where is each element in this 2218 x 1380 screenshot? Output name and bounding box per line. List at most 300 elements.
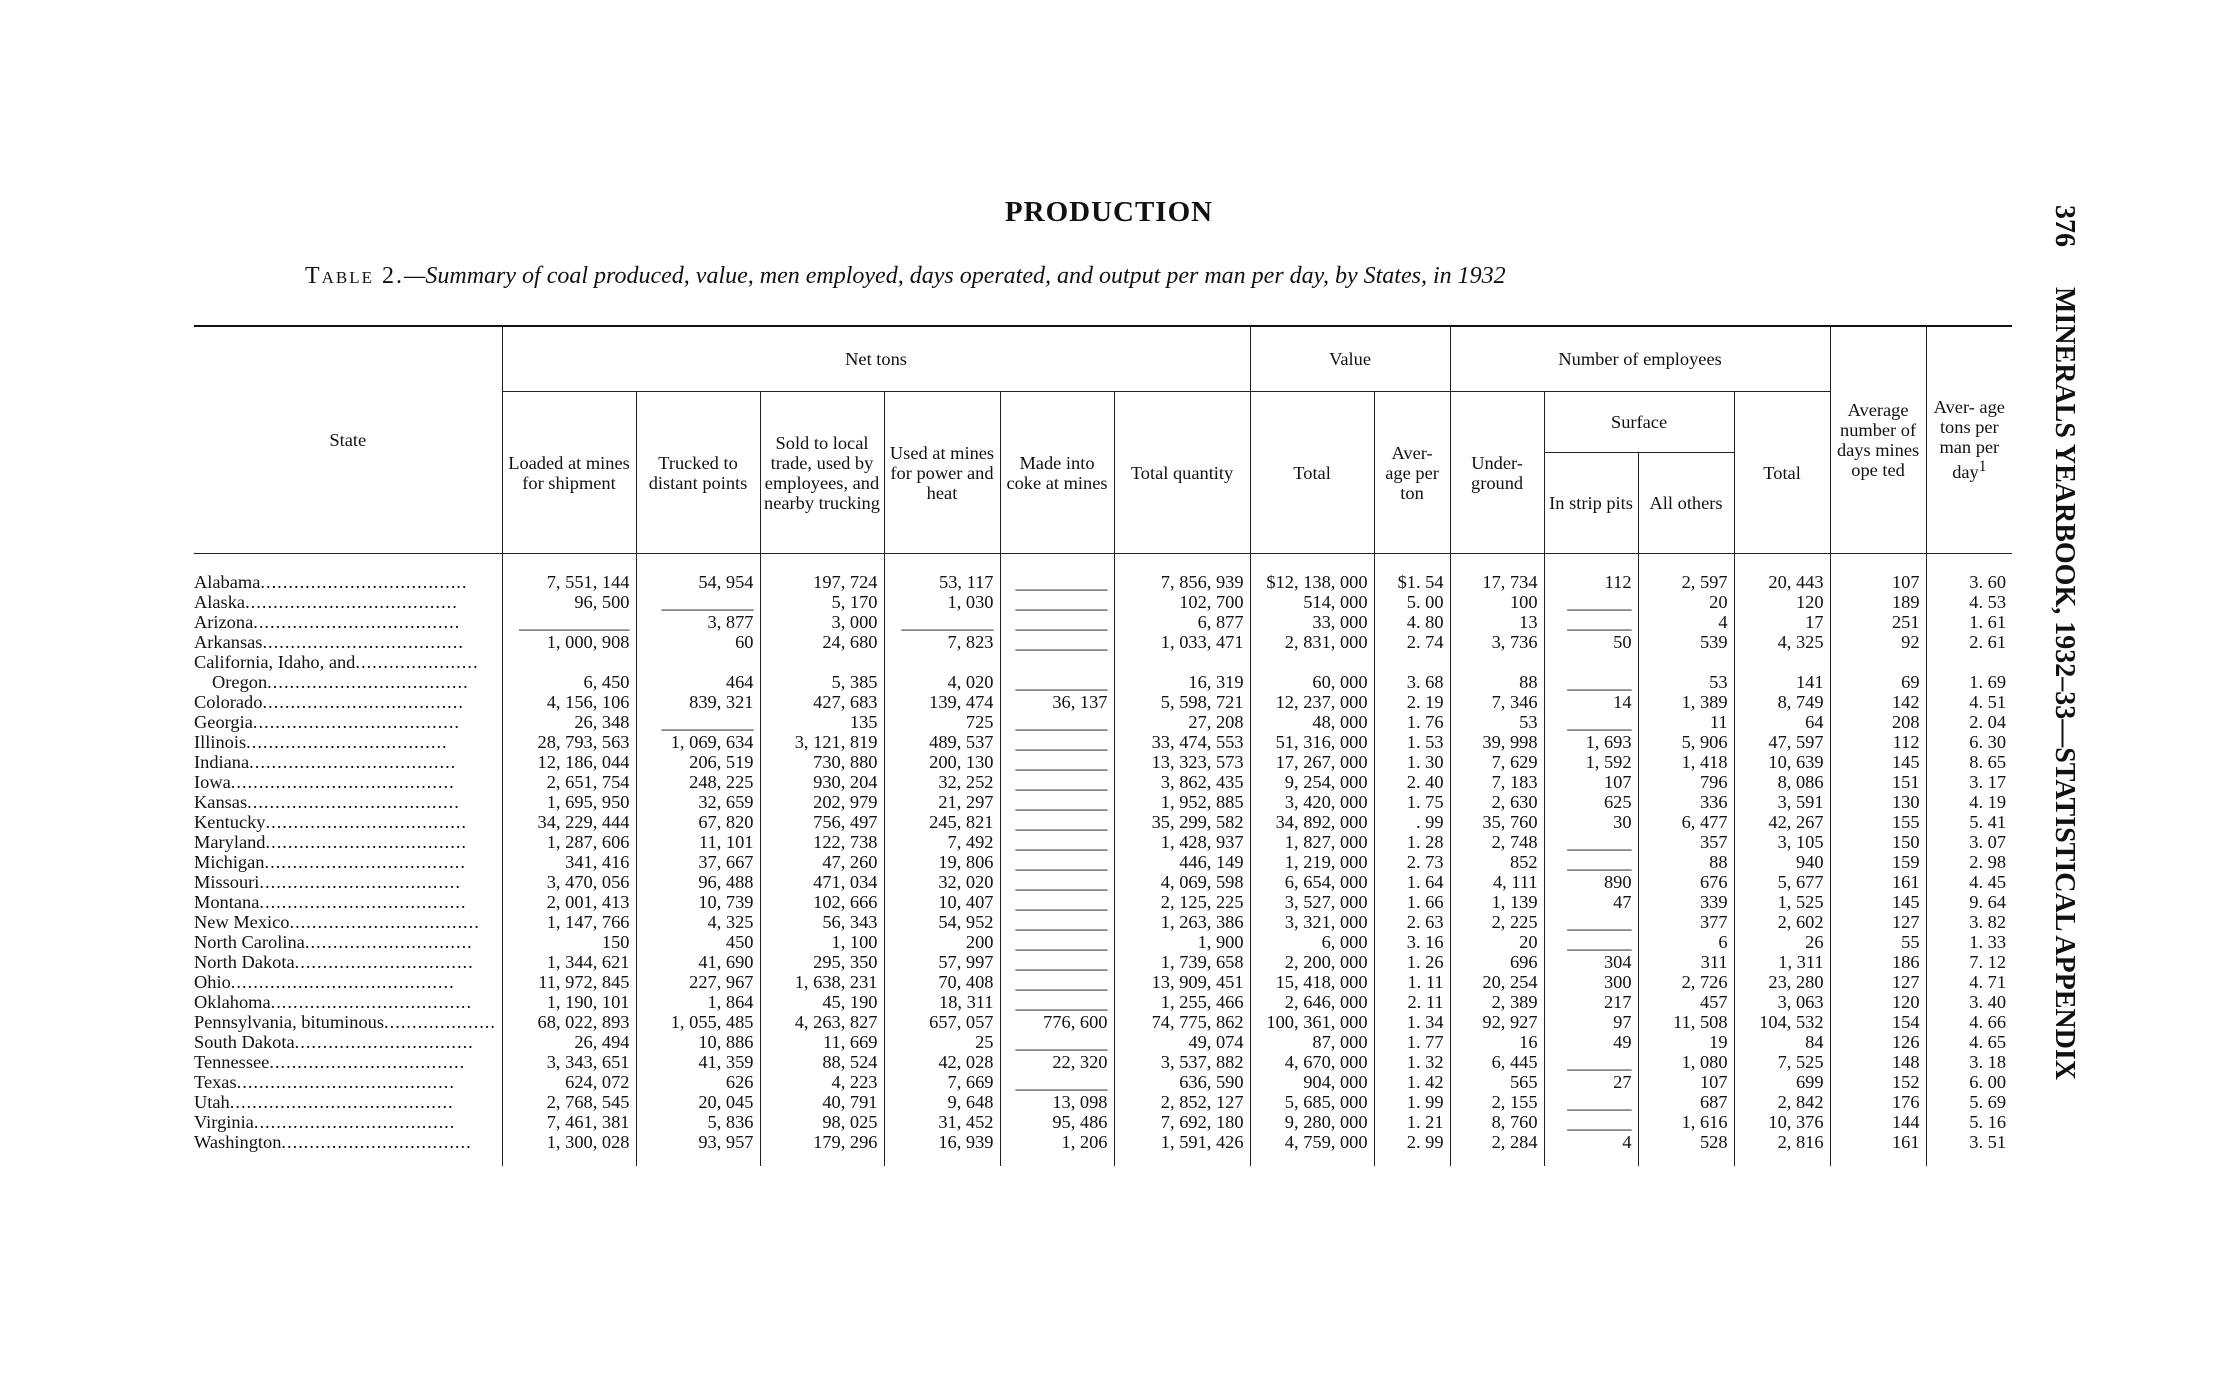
spacer-cell [1114,554,1250,573]
value-average-cell: 1. 77 [1374,1032,1450,1052]
strip-pits-cell: _______ [1544,612,1638,632]
total-quantity-cell: 1, 255, 466 [1114,992,1250,1012]
header-sold-local: Sold to local trade, used by employees, and nearby trucking [760,392,884,554]
used-cell: 21, 297 [884,792,1000,812]
spacer-cell [884,554,1000,573]
average-days-cell: 152 [1830,1072,1926,1092]
loaded-cell: 2, 651, 754 [502,772,636,792]
value-total-cell: 2, 200, 000 [1250,952,1374,972]
loaded-cell: 1, 147, 766 [502,912,636,932]
average-days-cell: 154 [1830,1012,1926,1032]
table-row [194,672,2012,692]
average-tons-cell: 3. 07 [1926,832,2012,852]
sold-cell: 122, 738 [760,832,884,852]
strip-pits-cell: 47 [1544,892,1638,912]
table-row [194,712,2012,732]
strip-pits-cell: 97 [1544,1012,1638,1032]
state-cell [194,632,502,652]
average-tons-cell: 3. 51 [1926,1132,2012,1152]
coke-cell: __________ [1000,952,1114,972]
pad-cell [194,1152,502,1166]
state-cell [194,1092,502,1112]
coke-cell [1000,652,1114,672]
underground-cell: 39, 998 [1450,732,1544,752]
underground-cell: 100 [1450,592,1544,612]
average-days-cell: 144 [1830,1112,1926,1132]
trucked-cell: 839, 321 [636,692,760,712]
all-others-cell: 357 [1638,832,1734,852]
strip-pits-cell: 112 [1544,572,1638,592]
all-others-cell: 377 [1638,912,1734,932]
sold-cell: 56, 343 [760,912,884,932]
loaded-cell: 1, 300, 028 [502,1132,636,1152]
value-total-cell: 6, 000 [1250,932,1374,952]
loaded-cell: 7, 551, 144 [502,572,636,592]
average-tons-cell: 8. 65 [1926,752,2012,772]
total-quantity-cell: 7, 856, 939 [1114,572,1250,592]
sold-cell: 1, 638, 231 [760,972,884,992]
loaded-cell [502,652,636,672]
coke-cell: 13, 098 [1000,1092,1114,1112]
spacer-cell [1250,554,1374,573]
employees-total-cell: 2, 842 [1734,1092,1830,1112]
all-others-cell: 1, 418 [1638,752,1734,772]
total-quantity-cell: 3, 862, 435 [1114,772,1250,792]
used-cell: 10, 407 [884,892,1000,912]
state-name: Kentucky [194,812,266,832]
average-tons-cell: 2. 98 [1926,852,2012,872]
total-quantity-cell: 6, 877 [1114,612,1250,632]
total-quantity-cell: 636, 590 [1114,1072,1250,1092]
value-average-cell: 2. 63 [1374,912,1450,932]
loaded-cell: 7, 461, 381 [502,1112,636,1132]
state-cell [194,752,502,772]
value-total-cell: 5, 685, 000 [1250,1092,1374,1112]
dot-leader: .................... [384,1012,496,1032]
header-net-tons: Net tons [502,326,1250,392]
value-total-cell: 9, 280, 000 [1250,1112,1374,1132]
employees-total-cell: 5, 677 [1734,872,1830,892]
value-total-cell: 1, 219, 000 [1250,852,1374,872]
employees-total-cell: 8, 086 [1734,772,1830,792]
sold-cell: 930, 204 [760,772,884,792]
average-tons-cell [1926,652,2012,672]
average-tons-cell: 3. 17 [1926,772,2012,792]
trucked-cell: 96, 488 [636,872,760,892]
all-others-cell: 2, 726 [1638,972,1734,992]
average-days-cell [1830,652,1926,672]
coke-cell: __________ [1000,992,1114,1012]
strip-pits-cell: _______ [1544,712,1638,732]
table-row [194,912,2012,932]
header-average-tons-text: Aver- age tons per man per day [1933,397,2005,483]
sold-cell: 4, 263, 827 [760,1012,884,1032]
state-name: Utah [194,1092,230,1112]
total-quantity-cell: 1, 952, 885 [1114,792,1250,812]
bottom-pad-row [194,1152,2012,1166]
spacer-row [194,554,2012,573]
table-row [194,592,2012,612]
underground-cell: 7, 183 [1450,772,1544,792]
state-cell [194,732,502,752]
state-cell [194,852,502,872]
all-others-cell: 2, 597 [1638,572,1734,592]
trucked-cell: 10, 886 [636,1032,760,1052]
dot-leader: ...................................... [245,592,458,612]
total-quantity-cell: 74, 775, 862 [1114,1012,1250,1032]
state-cell [194,1052,502,1072]
employees-total-cell: 7, 525 [1734,1052,1830,1072]
dot-leader: ................................ [294,952,474,972]
total-quantity-cell: 2, 125, 225 [1114,892,1250,912]
all-others-cell: 339 [1638,892,1734,912]
dot-leader: .................................... [265,812,468,832]
used-cell: 4, 020 [884,672,1000,692]
all-others-cell: 528 [1638,1132,1734,1152]
employees-total-cell: 64 [1734,712,1830,732]
value-total-cell: 2, 646, 000 [1250,992,1374,1012]
underground-cell: 696 [1450,952,1544,972]
header-surface: Surface [1544,392,1734,453]
employees-total-cell: 10, 376 [1734,1112,1830,1132]
value-average-cell: 2. 99 [1374,1132,1450,1152]
sold-cell: 1, 100 [760,932,884,952]
coke-cell: 1, 206 [1000,1132,1114,1152]
average-tons-cell: 2. 61 [1926,632,2012,652]
page-number: 376 [2049,205,2080,247]
dot-leader: ..................................... [259,892,467,912]
header-employees-total: Total [1734,392,1830,554]
used-cell: 7, 669 [884,1072,1000,1092]
trucked-cell: 11, 101 [636,832,760,852]
strip-pits-cell: 304 [1544,952,1638,972]
value-total-cell: 904, 000 [1250,1072,1374,1092]
value-average-cell: 2. 73 [1374,852,1450,872]
strip-pits-cell: _______ [1544,592,1638,612]
dot-leader: .................................... [270,992,473,1012]
average-days-cell: 150 [1830,832,1926,852]
all-others-cell: 19 [1638,1032,1734,1052]
coke-cell: __________ [1000,572,1114,592]
sold-cell: 11, 669 [760,1032,884,1052]
state-cell [194,952,502,972]
employees-total-cell: 84 [1734,1032,1830,1052]
running-head-text [2048,205,2080,1080]
coke-cell: __________ [1000,852,1114,872]
trucked-cell: 41, 359 [636,1052,760,1072]
sold-cell: 427, 683 [760,692,884,712]
average-tons-cell: 5. 41 [1926,812,2012,832]
pad-cell [1830,1152,1926,1166]
trucked-cell: 10, 739 [636,892,760,912]
dot-leader: .................................. [281,1132,472,1152]
coke-cell: __________ [1000,872,1114,892]
sold-cell: 47, 260 [760,852,884,872]
used-cell: 57, 997 [884,952,1000,972]
average-days-cell: 145 [1830,892,1926,912]
coke-cell: 776, 600 [1000,1012,1114,1032]
underground-cell: 2, 630 [1450,792,1544,812]
state-cell [194,812,502,832]
dot-leader: .................................... [262,632,464,652]
used-cell: 7, 492 [884,832,1000,852]
dot-leader: .................................... [259,872,461,892]
all-others-cell: 11, 508 [1638,1012,1734,1032]
used-cell: 245, 821 [884,812,1000,832]
trucked-cell: 1, 864 [636,992,760,1012]
average-days-cell: 151 [1830,772,1926,792]
value-total-cell: 3, 527, 000 [1250,892,1374,912]
coke-cell: __________ [1000,1032,1114,1052]
state-cell [194,652,502,672]
spacer-cell [1450,554,1544,573]
sold-cell: 135 [760,712,884,732]
total-quantity-cell: 446, 149 [1114,852,1250,872]
coke-cell: __________ [1000,732,1114,752]
sold-cell: 45, 190 [760,992,884,1012]
state-name: New Mexico [194,912,290,932]
state-cell [194,692,502,712]
pad-cell [1734,1152,1830,1166]
dot-leader: ........................................ [229,1092,454,1112]
dot-leader: ..................................... [252,712,461,732]
underground-cell: 17, 734 [1450,572,1544,592]
all-others-cell: 5, 906 [1638,732,1734,752]
state-name: South Dakota [194,1032,295,1052]
pad-cell [636,1152,760,1166]
state-cell [194,592,502,612]
state-name: Pennsylvania, bituminous [194,1012,385,1032]
pad-cell [1000,1152,1114,1166]
strip-pits-cell: 50 [1544,632,1638,652]
value-average-cell: $1. 54 [1374,572,1450,592]
table-row [194,1132,2012,1152]
dot-leader: ................................ [294,1032,474,1052]
coke-cell: 36, 137 [1000,692,1114,712]
used-cell: 16, 939 [884,1132,1000,1152]
state-cell [194,992,502,1012]
all-others-cell: 4 [1638,612,1734,632]
state-name: Missouri [194,872,260,892]
coal-summary-table [194,325,2012,1166]
all-others-cell: 1, 389 [1638,692,1734,712]
all-others-cell: 336 [1638,792,1734,812]
dot-leader: ................................... [269,1052,466,1072]
value-total-cell: 100, 361, 000 [1250,1012,1374,1032]
coke-cell: __________ [1000,752,1114,772]
total-quantity-cell: 7, 692, 180 [1114,1112,1250,1132]
state-name: Maryland [194,832,266,852]
state-name: Oregon [212,672,268,692]
average-days-cell: 208 [1830,712,1926,732]
employees-total-cell: 20, 443 [1734,572,1830,592]
state-cell [194,672,502,692]
average-days-cell: 148 [1830,1052,1926,1072]
pad-cell [760,1152,884,1166]
average-tons-cell: 3. 60 [1926,572,2012,592]
trucked-cell: 60 [636,632,760,652]
value-average-cell: 5. 00 [1374,592,1450,612]
trucked-cell [636,652,760,672]
value-average-cell: 2. 74 [1374,632,1450,652]
strip-pits-cell: _______ [1544,672,1638,692]
coke-cell: 95, 486 [1000,1112,1114,1132]
header-average-tons [1926,326,2012,554]
coke-cell: __________ [1000,812,1114,832]
underground-cell: 92, 927 [1450,1012,1544,1032]
spacer-cell [1830,554,1926,573]
state-cell [194,872,502,892]
dot-leader: ...................................... [247,792,460,812]
loaded-cell: 624, 072 [502,1072,636,1092]
dot-leader: .................................... [262,692,464,712]
state-cell [194,972,502,992]
state-cell [194,1012,502,1032]
used-cell: 25 [884,1032,1000,1052]
used-cell [884,652,1000,672]
employees-total-cell: 23, 280 [1734,972,1830,992]
underground-cell: 2, 155 [1450,1092,1544,1112]
trucked-cell: 1, 055, 485 [636,1012,760,1032]
header-underground: Under- ground [1450,392,1544,554]
coke-cell: __________ [1000,972,1114,992]
value-total-cell: 34, 892, 000 [1250,812,1374,832]
value-total-cell: 51, 316, 000 [1250,732,1374,752]
spacer-cell [194,554,502,573]
sold-cell: 3, 121, 819 [760,732,884,752]
loaded-cell: 1, 287, 606 [502,832,636,852]
average-tons-cell: 2. 04 [1926,712,2012,732]
loaded-cell: 6, 450 [502,672,636,692]
coke-cell: __________ [1000,712,1114,732]
state-cell [194,892,502,912]
underground-cell: 565 [1450,1072,1544,1092]
dot-leader: ..................................... [260,572,468,592]
strip-pits-cell: 625 [1544,792,1638,812]
state-cell [194,1072,502,1092]
coke-cell: __________ [1000,772,1114,792]
used-cell: 32, 252 [884,772,1000,792]
trucked-cell: 54, 954 [636,572,760,592]
table-body [194,554,2012,1167]
state-cell [194,932,502,952]
strip-pits-cell: 1, 693 [1544,732,1638,752]
trucked-cell: 32, 659 [636,792,760,812]
loaded-cell: 68, 022, 893 [502,1012,636,1032]
value-average-cell: 1. 28 [1374,832,1450,852]
all-others-cell: 796 [1638,772,1734,792]
state-name: North Carolina [194,932,305,952]
table-row [194,972,2012,992]
table-row [194,1112,2012,1132]
running-head-title: MINERALS YEARBOOK, 1932–33—STATISTICAL APPENDIX [2049,287,2080,1080]
strip-pits-cell: 49 [1544,1032,1638,1052]
trucked-cell: 67, 820 [636,812,760,832]
average-days-cell: 155 [1830,812,1926,832]
average-tons-cell: 3. 40 [1926,992,2012,1012]
value-total-cell: 9, 254, 000 [1250,772,1374,792]
header-value-total: Total [1250,392,1374,554]
average-days-cell: 69 [1830,672,1926,692]
average-tons-cell: 4. 65 [1926,1032,2012,1052]
underground-cell: 2, 284 [1450,1132,1544,1152]
used-cell: 18, 311 [884,992,1000,1012]
coke-cell: __________ [1000,592,1114,612]
sold-cell: 202, 979 [760,792,884,812]
value-average-cell [1374,652,1450,672]
employees-total-cell: 17 [1734,612,1830,632]
value-average-cell: 1. 66 [1374,892,1450,912]
employees-total-cell: 26 [1734,932,1830,952]
value-average-cell: 1. 75 [1374,792,1450,812]
underground-cell: 6, 445 [1450,1052,1544,1072]
used-cell: 70, 408 [884,972,1000,992]
sold-cell: 471, 034 [760,872,884,892]
table-row [194,852,2012,872]
employees-total-cell: 699 [1734,1072,1830,1092]
value-average-cell: 1. 26 [1374,952,1450,972]
state-name: Kansas [194,792,248,812]
dot-leader: .................................... [264,852,466,872]
average-tons-cell: 5. 16 [1926,1112,2012,1132]
strip-pits-cell: 1, 592 [1544,752,1638,772]
underground-cell: 4, 111 [1450,872,1544,892]
state-name: Arkansas [194,632,263,652]
underground-cell [1450,652,1544,672]
value-average-cell: 3. 68 [1374,672,1450,692]
table-row [194,632,2012,652]
state-name: Iowa [194,772,231,792]
value-average-cell: 2. 11 [1374,992,1450,1012]
header-number-of-employees: Number of employees [1450,326,1830,392]
pad-cell [1638,1152,1734,1166]
sold-cell: 5, 385 [760,672,884,692]
value-total-cell: 3, 321, 000 [1250,912,1374,932]
underground-cell: 13 [1450,612,1544,632]
pad-cell [502,1152,636,1166]
average-days-cell: 176 [1830,1092,1926,1112]
coke-cell: __________ [1000,932,1114,952]
table-row [194,1072,2012,1092]
state-name: Indiana [194,752,250,772]
value-total-cell: 6, 654, 000 [1250,872,1374,892]
used-cell: 54, 952 [884,912,1000,932]
total-quantity-cell: 1, 428, 937 [1114,832,1250,852]
dot-leader: ...................... [355,652,479,672]
dot-leader: ..................................... [253,612,461,632]
average-tons-cell: 4. 45 [1926,872,2012,892]
value-total-cell: 15, 418, 000 [1250,972,1374,992]
employees-total-cell [1734,652,1830,672]
total-quantity-cell: 3, 537, 882 [1114,1052,1250,1072]
total-quantity-cell: 4, 069, 598 [1114,872,1250,892]
strip-pits-cell: _______ [1544,912,1638,932]
underground-cell: 2, 225 [1450,912,1544,932]
state-cell [194,912,502,932]
coke-cell: __________ [1000,1072,1114,1092]
strip-pits-cell: _______ [1544,852,1638,872]
value-total-cell: 1, 827, 000 [1250,832,1374,852]
header-strip-pits: In strip pits [1544,453,1638,554]
employees-total-cell: 104, 532 [1734,1012,1830,1032]
state-name: Virginia [194,1112,254,1132]
value-average-cell: 2. 40 [1374,772,1450,792]
table-row [194,612,2012,632]
loaded-cell: 11, 972, 845 [502,972,636,992]
underground-cell: 852 [1450,852,1544,872]
value-average-cell: 1. 30 [1374,752,1450,772]
dot-leader: ....................................... [236,1072,455,1092]
